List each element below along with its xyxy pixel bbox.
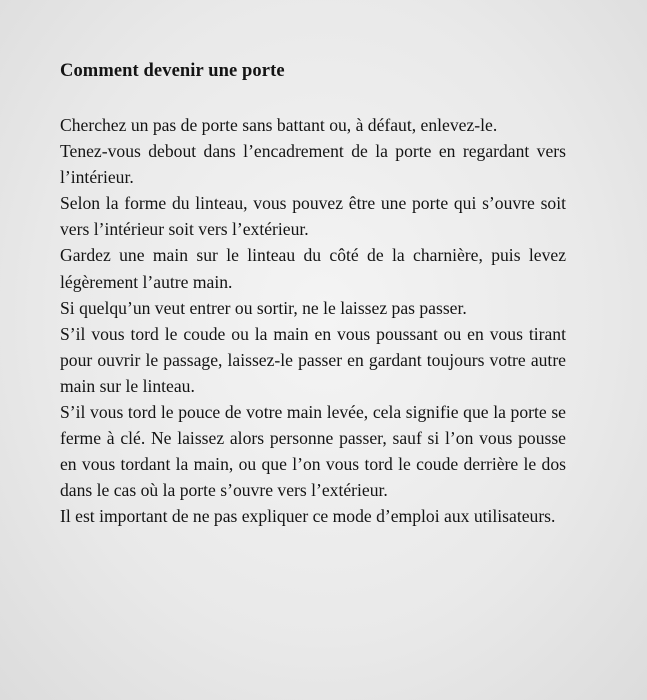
page-title: Comment devenir une porte (60, 61, 285, 81)
paragraph-7: S’il vous tord le pouce de votre main levée, cela signifie que la porte se ferme à clé. Ne laissez alors personne passer, sauf si l’on vous pousse en vous tordant la main, ou que l’on vous tord le coude derrière le dos dans le cas où la porte s’ouvre vers l’extérieur. (60, 402, 566, 501)
paragraph-1: Cherchez un pas de porte sans battant ou, à défaut, enlevez-le. (60, 115, 498, 135)
paragraph-8: Il est important de ne pas expliquer ce mode d’emploi aux utilisateurs. (60, 506, 556, 527)
paragraph-5: Si quelqu’un veut entrer ou sortir, ne le laissez pas passer. (60, 297, 467, 318)
paragraph-6: S’il vous tord le coude ou la main en vous poussant ou en vous tirant pour ouvrir le passage, laissez-le passer en gardant toujours votre autre main sur le linteau. (60, 323, 566, 396)
instructions-body (60, 112, 566, 530)
paragraph-3: Selon la forme du linteau, vous pouvez être une porte qui s’ouvre soit vers l’intérieur soit vers l’extérieur. (60, 193, 566, 240)
paragraph-4: Gardez une main sur le linteau du côté de la charnière, puis levez légèrement l’autre main. (60, 245, 566, 292)
paragraph-2: Tenez-vous debout dans l’encadrement de la porte en regardant vers l’intérieur. (60, 141, 566, 188)
